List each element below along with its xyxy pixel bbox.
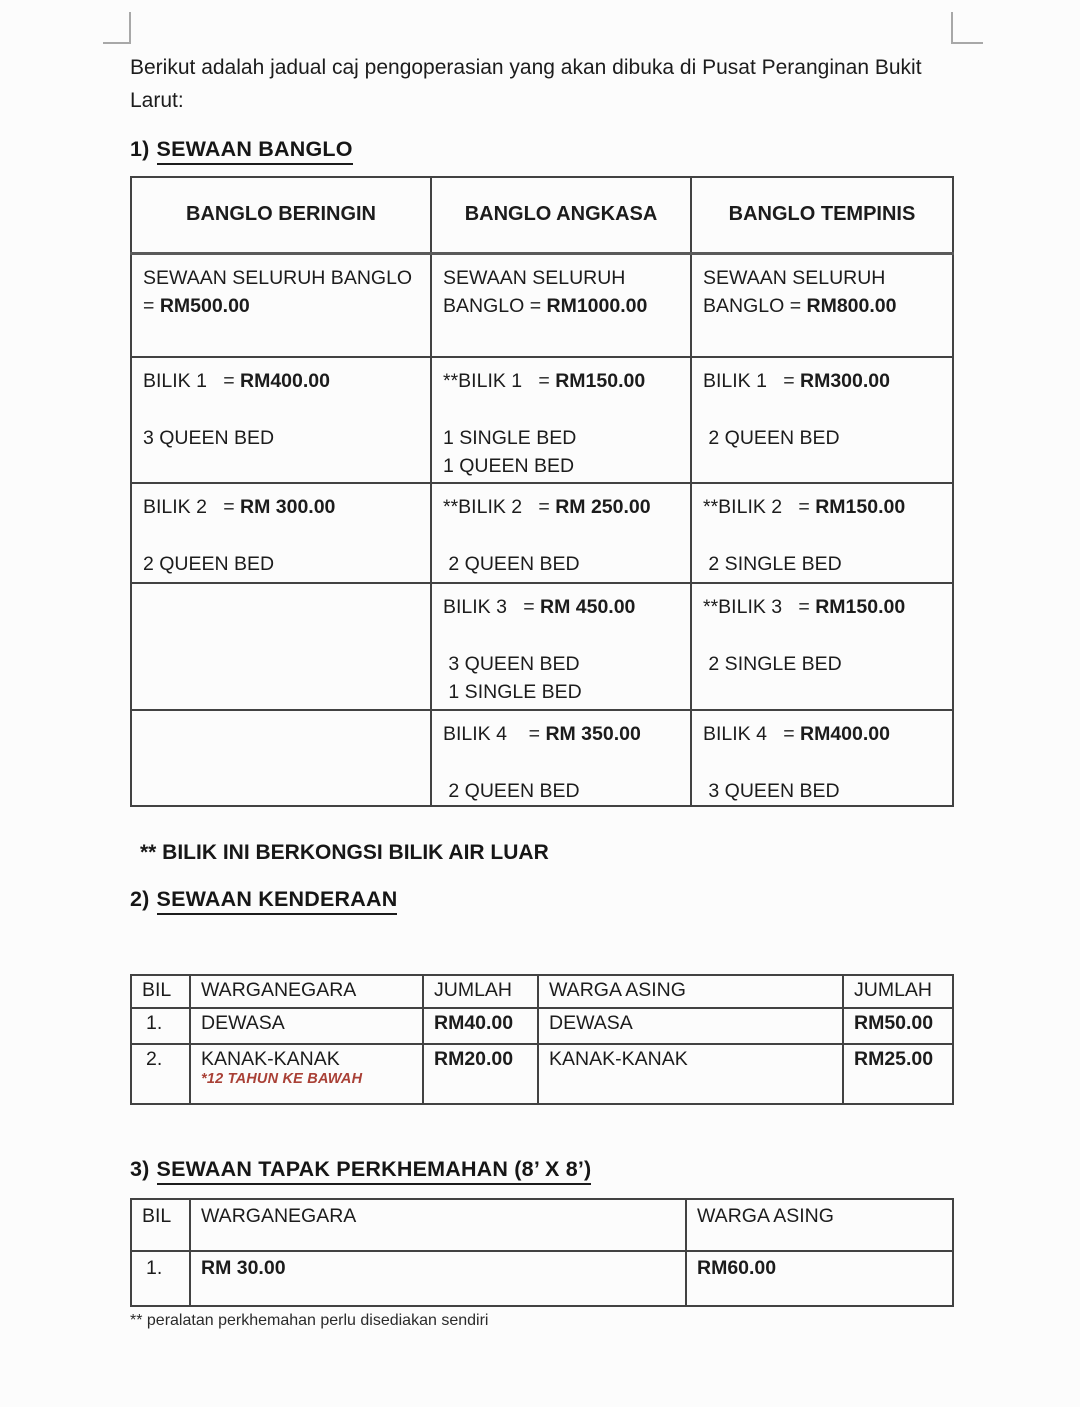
cell-warga-asing-price: RM60.00 bbox=[686, 1251, 953, 1306]
cell-amount: RM1000.00 bbox=[546, 294, 648, 317]
cell-text: 1 SINGLE BED 1 QUEEN BED bbox=[443, 426, 577, 477]
banglo-cell-empty bbox=[131, 710, 431, 806]
section2-heading bbox=[130, 887, 950, 912]
banglo-cell bbox=[691, 710, 953, 806]
banglo-cell bbox=[431, 583, 691, 710]
cell-jumlah: RM50.00 bbox=[843, 1008, 953, 1044]
campsite-header-bil: BIL bbox=[131, 1199, 190, 1251]
banglo-footnote: ** BILIK INI BERKONGSI BILIK AIR LUAR bbox=[140, 840, 549, 864]
cell-warganegara-price: RM 30.00 bbox=[190, 1251, 686, 1306]
banglo-header-beringin: BANGLO BERINGIN bbox=[131, 177, 431, 253]
table-row-campsite-price bbox=[131, 1251, 953, 1306]
vehicle-header-bil: BIL bbox=[131, 975, 190, 1008]
table-row-bilik-4 bbox=[131, 710, 953, 806]
section3-number: 3) bbox=[130, 1156, 150, 1181]
cell-text: BILIK 1 = bbox=[703, 370, 801, 393]
age-note: *12 TAHUN KE BAWAH bbox=[201, 1070, 363, 1087]
table-row-bilik-2 bbox=[131, 483, 953, 583]
cell-amount: RM300.00 bbox=[800, 370, 890, 393]
cell-amount: RM400.00 bbox=[800, 723, 890, 746]
cell-text: **BILIK 2 = bbox=[443, 496, 556, 519]
cell-text: **BILIK 2 = bbox=[703, 496, 816, 519]
section2-title: SEWAAN KENDERAAN bbox=[157, 887, 398, 915]
banglo-cell bbox=[691, 253, 953, 357]
table-row-bilik-3 bbox=[131, 583, 953, 710]
banglo-cell-empty bbox=[131, 583, 431, 710]
section2-number: 2) bbox=[130, 886, 150, 911]
cell-amount: RM150.00 bbox=[815, 496, 906, 519]
banglo-cell bbox=[691, 357, 953, 483]
banglo-cell bbox=[431, 483, 691, 583]
cell-text: SEWAAN SELURUH BANGLO = bbox=[443, 266, 626, 317]
banglo-header-angkasa: BANGLO ANGKASA bbox=[431, 177, 691, 253]
cell-jumlah: RM20.00 bbox=[423, 1044, 538, 1104]
crop-mark-top-right bbox=[951, 12, 983, 44]
cell-warganegara bbox=[190, 1044, 423, 1104]
vehicle-header-warganegara: WARGANEGARA bbox=[190, 975, 423, 1008]
cell-amount: RM800.00 bbox=[806, 294, 897, 317]
cell-text: 2 QUEEN BED bbox=[448, 779, 580, 802]
cell-amount: RM150.00 bbox=[555, 370, 646, 393]
banglo-cell bbox=[691, 583, 953, 710]
banglo-cell bbox=[131, 357, 431, 483]
cell-amount: RM400.00 bbox=[240, 370, 330, 393]
vehicle-table-header-row bbox=[131, 975, 953, 1008]
cell-text: **BILIK 3 = bbox=[703, 596, 816, 619]
section3-title: SEWAAN TAPAK PERKHEMAHAN (8’ X 8’) bbox=[157, 1157, 592, 1185]
banglo-cell bbox=[131, 253, 431, 357]
banglo-table-header-row bbox=[131, 177, 953, 253]
cell-text: SEWAAN SELURUH BANGLO = bbox=[703, 266, 886, 317]
cell-jumlah: RM25.00 bbox=[843, 1044, 953, 1104]
cell-text: BILIK 1 = bbox=[143, 370, 241, 393]
table-row-whole-banglo bbox=[131, 253, 953, 357]
cell-warga-asing: KANAK-KANAK bbox=[538, 1044, 843, 1104]
cell-text: 3 QUEEN BED 1 SINGLE BED bbox=[448, 652, 582, 703]
table-row-bilik-1 bbox=[131, 357, 953, 483]
cell-text: 3 QUEEN BED bbox=[708, 779, 840, 802]
cell-jumlah: RM40.00 bbox=[423, 1008, 538, 1044]
banglo-cell bbox=[131, 483, 431, 583]
cell-text: **BILIK 1 = bbox=[443, 370, 556, 393]
cell-text: 2 SINGLE BED bbox=[708, 552, 842, 575]
cell-text: 3 QUEEN BED bbox=[143, 426, 275, 449]
cell-text: 2 QUEEN BED bbox=[448, 552, 580, 575]
cell-amount: RM 300.00 bbox=[240, 496, 336, 519]
cell-amount: RM150.00 bbox=[815, 596, 906, 619]
cell-text: KANAK-KANAK bbox=[201, 1047, 340, 1070]
table-row-kanak-kanak bbox=[131, 1044, 953, 1104]
crop-mark-top-left bbox=[103, 12, 131, 44]
cell-text: 2 SINGLE BED bbox=[708, 652, 842, 675]
cell-warga-asing: DEWASA bbox=[538, 1008, 843, 1044]
section1-number: 1) bbox=[130, 137, 150, 162]
cell-text: 2 QUEEN BED bbox=[708, 426, 840, 449]
cell-amount: RM 250.00 bbox=[555, 496, 651, 519]
cell-text: SEWAAN SELURUH BANGLO = bbox=[143, 266, 413, 317]
cell-bil: 1. bbox=[131, 1251, 190, 1306]
cell-amount: RM500.00 bbox=[159, 294, 250, 317]
cell-amount: RM 450.00 bbox=[540, 596, 636, 619]
cell-amount: RM 350.00 bbox=[545, 723, 641, 746]
banglo-cell bbox=[691, 483, 953, 583]
banglo-rental-table bbox=[130, 176, 954, 807]
section3-heading bbox=[130, 1157, 950, 1182]
table-row-dewasa bbox=[131, 1008, 953, 1044]
vehicle-header-jumlah-1: JUMLAH bbox=[423, 975, 538, 1008]
cell-text: BILIK 4 = bbox=[703, 723, 801, 746]
section1-heading bbox=[130, 137, 950, 162]
cell-warganegara: DEWASA bbox=[190, 1008, 423, 1044]
cell-bil: 2. bbox=[131, 1044, 190, 1104]
campsite-footnote: ** peralatan perkhemahan perlu disediakan sendiri bbox=[130, 1311, 489, 1329]
campsite-rental-table bbox=[130, 1198, 954, 1307]
banglo-header-tempinis: BANGLO TEMPINIS bbox=[691, 177, 953, 253]
cell-text: BILIK 4 = bbox=[443, 723, 546, 746]
banglo-cell bbox=[431, 357, 691, 483]
banglo-cell bbox=[431, 253, 691, 357]
cell-text: BILIK 2 = bbox=[143, 496, 241, 519]
vehicle-header-jumlah-2: JUMLAH bbox=[843, 975, 953, 1008]
cell-text: 2 QUEEN BED bbox=[143, 552, 275, 575]
campsite-header-warga-asing: WARGA ASING bbox=[686, 1199, 953, 1251]
cell-bil: 1. bbox=[131, 1008, 190, 1044]
vehicle-header-warga-asing: WARGA ASING bbox=[538, 975, 843, 1008]
section1-title: SEWAAN BANGLO bbox=[157, 137, 353, 165]
vehicle-rental-table bbox=[130, 974, 954, 1105]
intro-paragraph: Berikut adalah jadual caj pengoperasian yang akan dibuka di Pusat Peranginan Bukit Larut: bbox=[130, 56, 922, 112]
banglo-cell bbox=[431, 710, 691, 806]
campsite-header-warganegara: WARGANEGARA bbox=[190, 1199, 686, 1251]
campsite-table-header-row bbox=[131, 1199, 953, 1251]
cell-text: BILIK 3 = bbox=[443, 596, 541, 619]
